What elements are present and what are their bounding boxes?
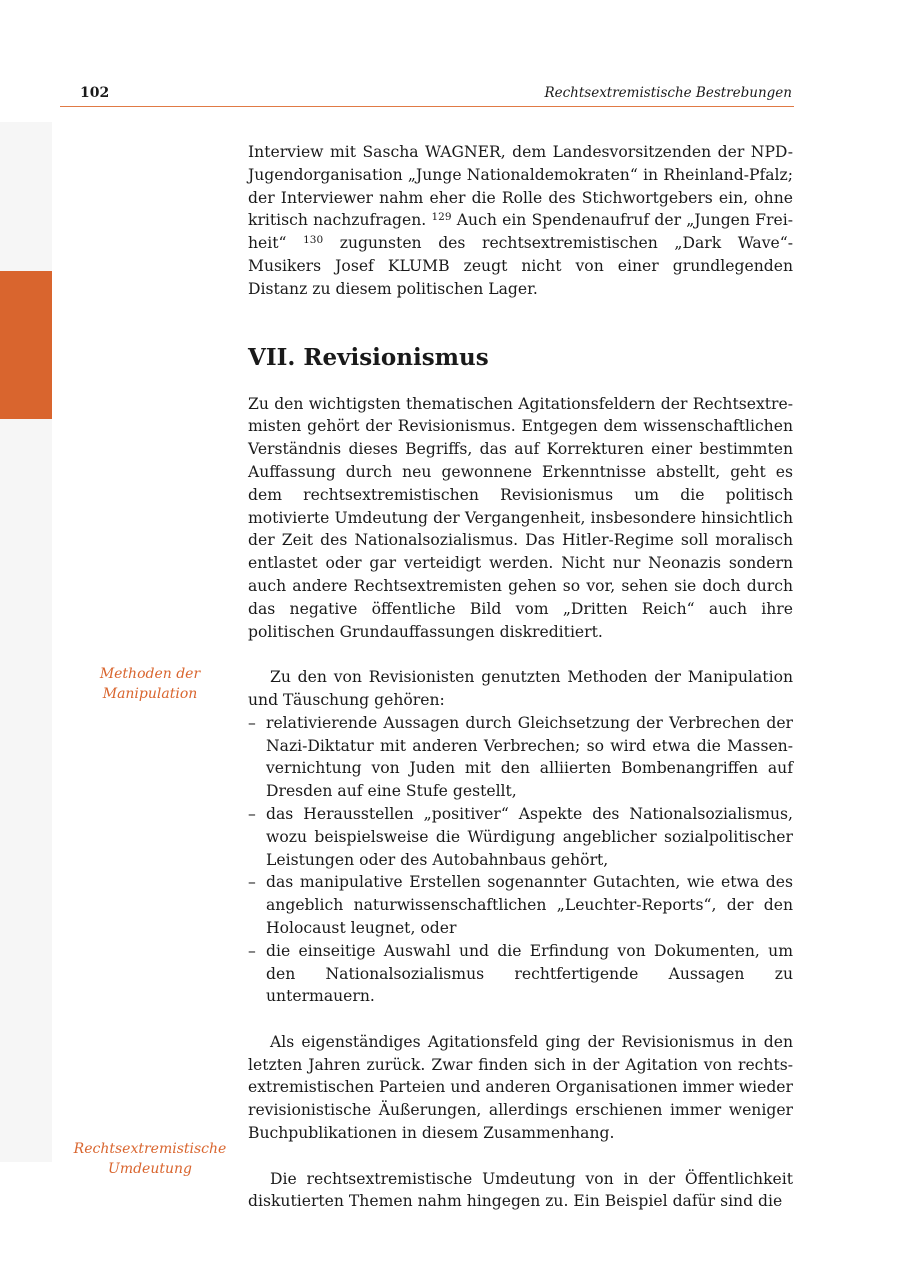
running-title: Rechtsextremistische Bestrebungen <box>544 85 792 101</box>
list-item <box>248 871 793 939</box>
list-item <box>248 712 793 803</box>
list-dash: – <box>248 941 256 960</box>
margin-note-methods <box>55 664 245 704</box>
main-text <box>248 141 793 1213</box>
paragraph-agitation-decline: Als eigenständiges Agitationsfeld ging der Revisionismus in den letzten Jahren zurück. Zwar finden sich in der Agitation von rechtsextremistischen Parteien und anderen Organisationen immer wieder revisionistische Äußerungen, allerdings erschienen immer weniger Buchpublikationen in diesem Zusammenhang. <box>248 1032 793 1143</box>
paragraph-revisionism-definition: Zu den wichtigsten thematischen Agitationsfeldern der Rechtsextremisten gehört der Revisionismus. Entgegen dem wissenschaftlichen Verständnis dieses Begriffs, das auf Korrekturen einer bestimmten Auffassung durch neu gewonnene Erkenntnisse abstellt, geht es dem rechtsextremistischen Revisionismus um die politisch motivierte Umdeutung der Vergangenheit, insbesondere hinsichtlich der Zeit des Nationalsozialismus. Das Hitler-Regime soll moralisch entlastet oder gar verteidigt werden. Nicht nur Neonazis sondern auch andere Rechtsextremisten gehen so vor, sehen sie doch durch das negative öffentliche Bild vom „Dritten Reich“ auch ihre politischen Grundauffassungen diskreditiert. <box>248 394 793 641</box>
list-dash: – <box>248 873 256 892</box>
list-dash: – <box>248 804 256 823</box>
margin-note-methods-line2: Manipulation <box>102 686 198 702</box>
paragraph-methods-intro: Zu den von Revisionisten genutzten Methoden der Manipulation und Täuschung gehören: <box>248 668 793 709</box>
list-item <box>248 803 793 871</box>
list-item <box>248 940 793 1008</box>
section-heading: VII. Revisionismus <box>248 343 489 371</box>
margin-note-umdeutung-line2: Umdeutung <box>108 1161 192 1177</box>
chapter-thumb-tab <box>0 271 52 419</box>
paragraph-umdeutung: Die rechtsextremistische Umdeutung von in der Öffentlichkeit diskutierten Themen nahm hingegen zu. Ein Beispiel dafür sind die <box>248 1169 793 1211</box>
intro-text-a: Interview mit Sascha WAGNER, dem Landesvorsitzenden der NPD-Jugendorganisation „Junge Nationaldemokraten“ in Rheinland-Pfalz; der Interviewer nahm eher die Rolle des Stichwortgebers ein, ohne kritisch nachzufragen. <box>248 143 793 230</box>
margin-note-umdeutung-line1: Rechtsextremistische <box>73 1141 227 1157</box>
methods-list <box>248 712 793 1008</box>
list-item-text: das Herausstellen „positiver“ Aspekte des Nationalsozialismus, wozu beispielsweise die Würdigung angeblicher sozialpolitischer Leistungen oder des Autobahnbaus gehört, <box>266 804 793 869</box>
page-header <box>60 84 794 107</box>
list-dash: – <box>248 713 256 732</box>
margin-note-methods-line1: Methoden der <box>99 666 201 682</box>
intro-text-b: Auch ein Spendenaufruf der „Jungen Freiheit“ <box>248 211 793 253</box>
intro-paragraph <box>248 141 793 301</box>
margin-note-umdeutung <box>55 1139 245 1179</box>
list-item-text: das manipulative Erstellen sogenannter Gutachten, wie etwa des angeblich naturwissenschaftlichen „Leuchter-Reports“, der den Holocaust leugnet, oder <box>266 873 793 937</box>
list-item-text: die einseitige Auswahl und die Erfindung von Dokumenten, um den Nationalsozialismus rechtfertigende Aussagen zu untermauern. <box>266 941 793 1006</box>
page-number: 102 <box>80 85 110 101</box>
intro-text-c: zugunsten des rechtsextremistischen „Dark Wave“-Musikers Josef KLUMB zeugt nicht von einer grundlegenden Distanz zu diesem politischen Lager. <box>248 234 793 298</box>
footnote-ref-130: 130 <box>303 234 324 247</box>
list-item-text: relativierende Aussagen durch Gleichsetzung der Verbrechen der Nazi-Diktatur mit anderen Verbrechen; so wird etwa die Massenvernichtung von Juden mit den alliierten Bombenangriffen auf Dresden auf eine Stufe gestellt, <box>266 713 793 801</box>
footnote-ref-129: 129 <box>431 211 452 224</box>
